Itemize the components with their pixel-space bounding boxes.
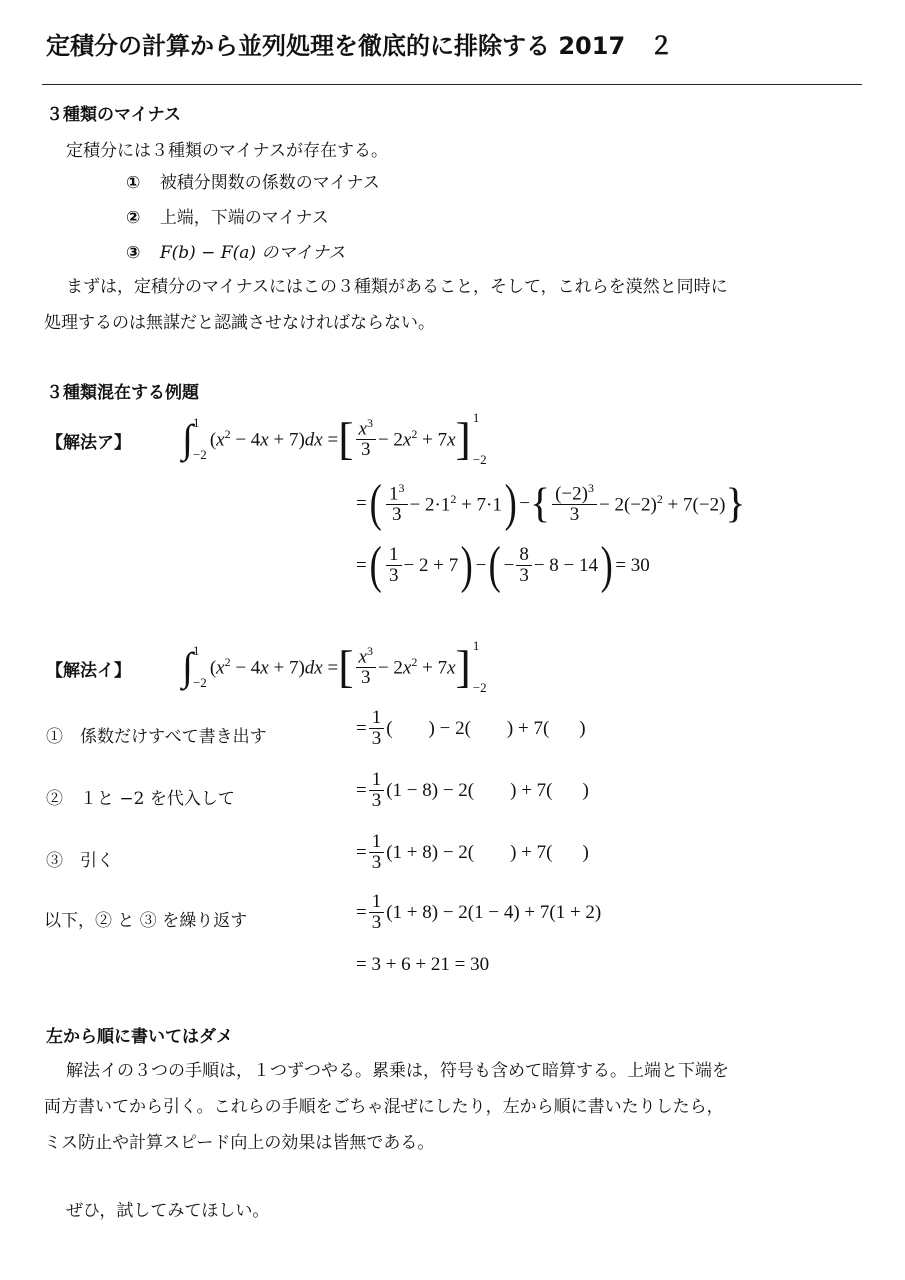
section-heading-example: ３種類混在する例題 xyxy=(46,383,199,403)
item-mark: ③ xyxy=(126,243,141,263)
method-a-line3: = ( $\frac{1}{3}$ − 2 + 7 ) − ( − $\frac{8}{3}$ − 8 − 14 ) = 30 xyxy=(356,537,650,594)
section-heading-three-minus: ３種類のマイナス xyxy=(46,105,181,125)
item-text: 被積分関数の係数のマイナス xyxy=(159,173,380,193)
item-text: F(b) − F(a) のマイナス xyxy=(159,243,346,263)
item-mark: ① xyxy=(126,173,141,193)
item-text: 上端，下端のマイナス xyxy=(159,208,329,228)
method-a-line1: ∫ 1 −2 $(x^2 - 4x + 7)dx$ = [ $\frac{x^3}{3}$ − $2x^2 + 7x$ ] 1 −2 xyxy=(182,410,487,467)
closing-line: ぜひ，試してみてほしい。 xyxy=(66,1201,270,1221)
step-b2-label: ② １と −2 を代入して xyxy=(46,789,235,809)
section-heading-no-left-to-right: 左から順に書いてはダメ xyxy=(46,1027,233,1047)
step-b3-math: = $\frac{1}{3}$ (1 + 8) − 2( ) + 7( ) xyxy=(356,831,589,873)
integral-limits: 1 −2 xyxy=(192,415,207,462)
step-b4-math: = $\frac{1}{3}$ (1 + 8) − 2(1 − 4) + 7(1 + 2) xyxy=(356,891,602,933)
paragraph-line: ミス防止や計算スピード向上の効果は皆無である。 xyxy=(44,1133,435,1153)
list-item xyxy=(126,238,345,263)
paragraph-line: まずは，定積分のマイナスにはこの３種類があること，そして，これらを漠然と同時に xyxy=(66,277,728,297)
page-title: 定積分の計算から並列処理を徹底的に排除する 2017 ２ xyxy=(46,32,674,60)
item-mark: ② xyxy=(126,208,141,228)
method-b-line1: ∫ 1 −2 $(x^2 - 4x + 7)dx$ = [ $\frac{x^3}{3}$ − $2x^2 + 7x$ ] 1 −2 xyxy=(182,638,487,695)
integral-sign: ∫ xyxy=(182,416,193,461)
integral-limits: 1 −2 xyxy=(192,643,207,690)
list-item xyxy=(126,203,329,228)
step-b1-math: = $\frac{1}{3}$ ( ) − 2( ) + 7( ) xyxy=(356,707,586,749)
step-b2-math: = $\frac{1}{3}$ (1 − 8) − 2( ) + 7( ) xyxy=(356,769,589,811)
step-b4-label: 以下，② と ③ を繰り返す xyxy=(44,911,248,931)
final-result: = 3 + 6 + 21 = 30 xyxy=(356,954,490,975)
step-b3-label: ③ 引く xyxy=(46,851,114,871)
method-a-label: 【解法ア】 xyxy=(46,433,131,453)
method-b-label: 【解法イ】 xyxy=(46,661,131,681)
paragraph-line: 解法イの３つの手順は，１つずつやる。累乗は，符号も含めて暗算する。上端と下端を xyxy=(66,1061,729,1081)
paragraph-line: 両方書いてから引く。これらの手順をごちゃ混ぜにしたり，左から順に書いたりしたら， xyxy=(44,1097,724,1117)
list-item xyxy=(126,168,380,193)
step-b1-label: ① 係数だけすべて書き出す xyxy=(46,727,267,747)
method-a-line2: = ( $\frac{1^3}{3}$ − $2\cdot 1^2 + 7\cdot 1$ ) − { $\frac{(-2)^3}{3}$ − $2(-2)^2 + 7(-2)$ } xyxy=(356,475,746,532)
integral-sign: ∫ xyxy=(182,644,193,689)
title-divider xyxy=(42,84,862,85)
paragraph-line: 処理するのは無謀だと認識させなければならない。 xyxy=(44,313,435,333)
intro-text: 定積分には３種類のマイナスが存在する。 xyxy=(66,141,388,161)
